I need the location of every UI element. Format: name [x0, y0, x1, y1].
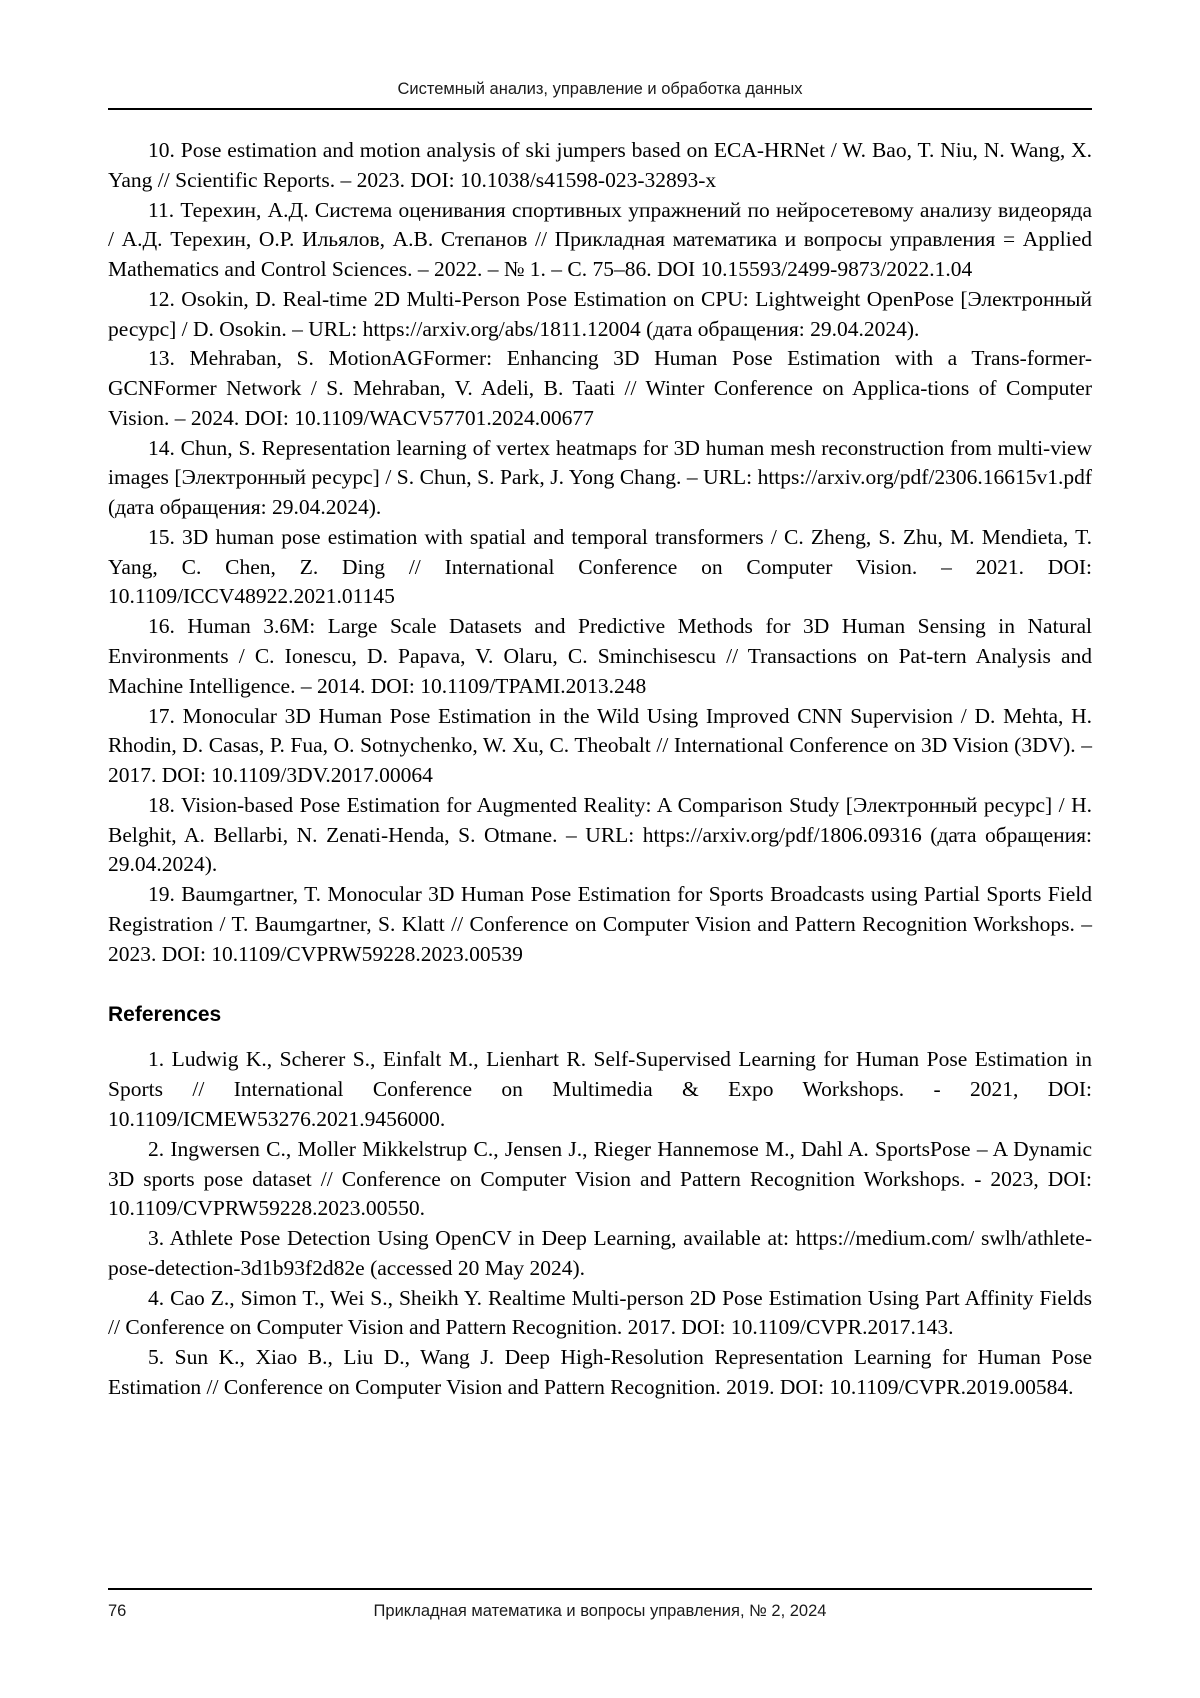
reference-item: 2. Ingwersen C., Moller Mikkelstrup C., Jensen J., Rieger Hannemose M., Dahl A. SportsPose – A Dynamic 3D sports pose dataset // Conference on Computer Vision and Pattern Recognition Workshops. - 2023, DOI: 10.1109/CVPRW59228.2023.00550.: [108, 1136, 1092, 1221]
reference-item: 14. Chun, S. Representation learning of vertex heatmaps for 3D human mesh reconstruction from multi-view images [Электронный ресурс] / S. Chun, S. Park, J. Yong Chang. – URL: https://arxiv.org/pdf/2306.16615v1.pdf (дата обращения: 29.04.2024).: [108, 435, 1092, 520]
reference-item: 1. Ludwig K., Scherer S., Einfalt M., Lienhart R. Self-Supervised Learning for Human Pose Estimation in Sports // International Conference on Multimedia & Expo Workshops. - 2021, DOI: 10.1109/ICMEW53276.2021.9456000.: [108, 1047, 1092, 1131]
reference-item: 16. Human 3.6M: Large Scale Datasets and Predictive Methods for 3D Human Sensing in Natural Environments / C. Ionescu, D. Papava, V. Olaru, C. Sminchisescu // Transactions on Pat-tern Analysis and Machine Intelligence. – 2014. DOI: 10.1109/TPAMI.2013.248: [108, 614, 1092, 698]
reference-item: 4. Cao Z., Simon T., Wei S., Sheikh Y. Realtime Multi-person 2D Pose Estimation Using Part Affinity Fields // Conference on Computer Vision and Pattern Recognition. 2017. DOI: 10.1109/CVPR.2017.143.: [108, 1285, 1092, 1340]
reference-item: 17. Monocular 3D Human Pose Estimation in the Wild Using Improved CNN Supervision / D. Mehta, H. Rhodin, D. Casas, P. Fua, O. Sotnychenko, W. Xu, C. Theobalt // International Conference on 3D Vision (3DV). – 2017. DOI: 10.1109/3DV.2017.00064: [108, 703, 1092, 788]
reference-item: 12. Osokin, D. Real-time 2D Multi-Person Pose Estimation on CPU: Lightweight OpenPose [Электронный ресурс] / D. Osokin. – URL: https://arxiv.org/abs/1811.12004 (дата обращения: 29.04.2024).: [108, 286, 1092, 341]
reference-item: 19. Baumgartner, T. Monocular 3D Human Pose Estimation for Sports Broadcasts using Partial Sports Field Registration / T. Baumgartner, S. Klatt // Conference on Computer Vision and Pattern Recognition Workshops. – 2023. DOI: 10.1109/CVPRW59228.2023.00539: [108, 882, 1092, 966]
reference-item: 13. Mehraban, S. MotionAGFormer: Enhancing 3D Human Pose Estimation with a Trans-former-GCNFormer Network / S. Mehraban, V. Adeli, B. Taati // Winter Conference on Applica-tions of Computer Vision. – 2024. DOI: 10.1109/WACV57701.2024.00677: [108, 346, 1092, 430]
running-head: Системный анализ, управление и обработка данных: [397, 80, 803, 98]
header-rule: [108, 108, 1092, 110]
reference-item: 10. Pose estimation and motion analysis of ski jumpers based on ECA-HRNet / W. Bao, T. Niu, N. Wang, X. Yang // Scientific Reports. – 2023. DOI: 10.1038/s41598-023-32893-x: [108, 138, 1092, 192]
page-number: 76: [108, 1602, 127, 1620]
footer-rule: [108, 1588, 1092, 1590]
reference-item: 3. Athlete Pose Detection Using OpenCV in Deep Learning, available at: https://medium.com/ swlh/athlete-pose-detection-3d1b93f2d82e (accessed 20 May 2024).: [108, 1226, 1092, 1280]
reference-item: 5. Sun K., Xiao B., Liu D., Wang J. Deep High-Resolution Representation Learning for Human Pose Estimation // Conference on Computer Vision and Pattern Recognition. 2019. DOI: 10.1109/CVPR.2019.00584.: [108, 1345, 1092, 1399]
journal-line: Прикладная математика и вопросы управления, № 2, 2024: [373, 1602, 827, 1620]
footer-row: [108, 1602, 1092, 1624]
reference-item: 11. Терехин, А.Д. Система оценивания спортивных упражнений по нейросетевому анализу видеоряда / А.Д. Терехин, О.Р. Ильялов, А.В. Степанов // Прикладная математика и вопросы управления = Applied Mathematics and Control Sciences. – 2022. – № 1. – С. 75–86. DOI 10.15593/2499-9873/2022.1.04: [108, 197, 1092, 282]
section-heading-references: References: [108, 1003, 222, 1027]
reference-list-ru: [108, 136, 1092, 969]
reference-item: 18. Vision-based Pose Estimation for Augmented Reality: A Comparison Study [Электронный ресурс] / H. Belghit, A. Bellarbi, N. Zenati-Henda, S. Otmane. – URL: https://arxiv.org/pdf/1806.09316 (дата обращения: 29.04.2024).: [108, 792, 1092, 877]
reference-item: 15. 3D human pose estimation with spatial and temporal transformers / C. Zheng, S. Zhu, M. Mendieta, T. Yang, C. Chen, Z. Ding // International Conference on Computer Vision. – 2021. DOI: 10.1109/ICCV48922.2021.01145: [108, 524, 1092, 609]
page-footer: [108, 1588, 1092, 1624]
reference-list-en: [108, 1045, 1092, 1402]
page-content: [108, 80, 1092, 1403]
